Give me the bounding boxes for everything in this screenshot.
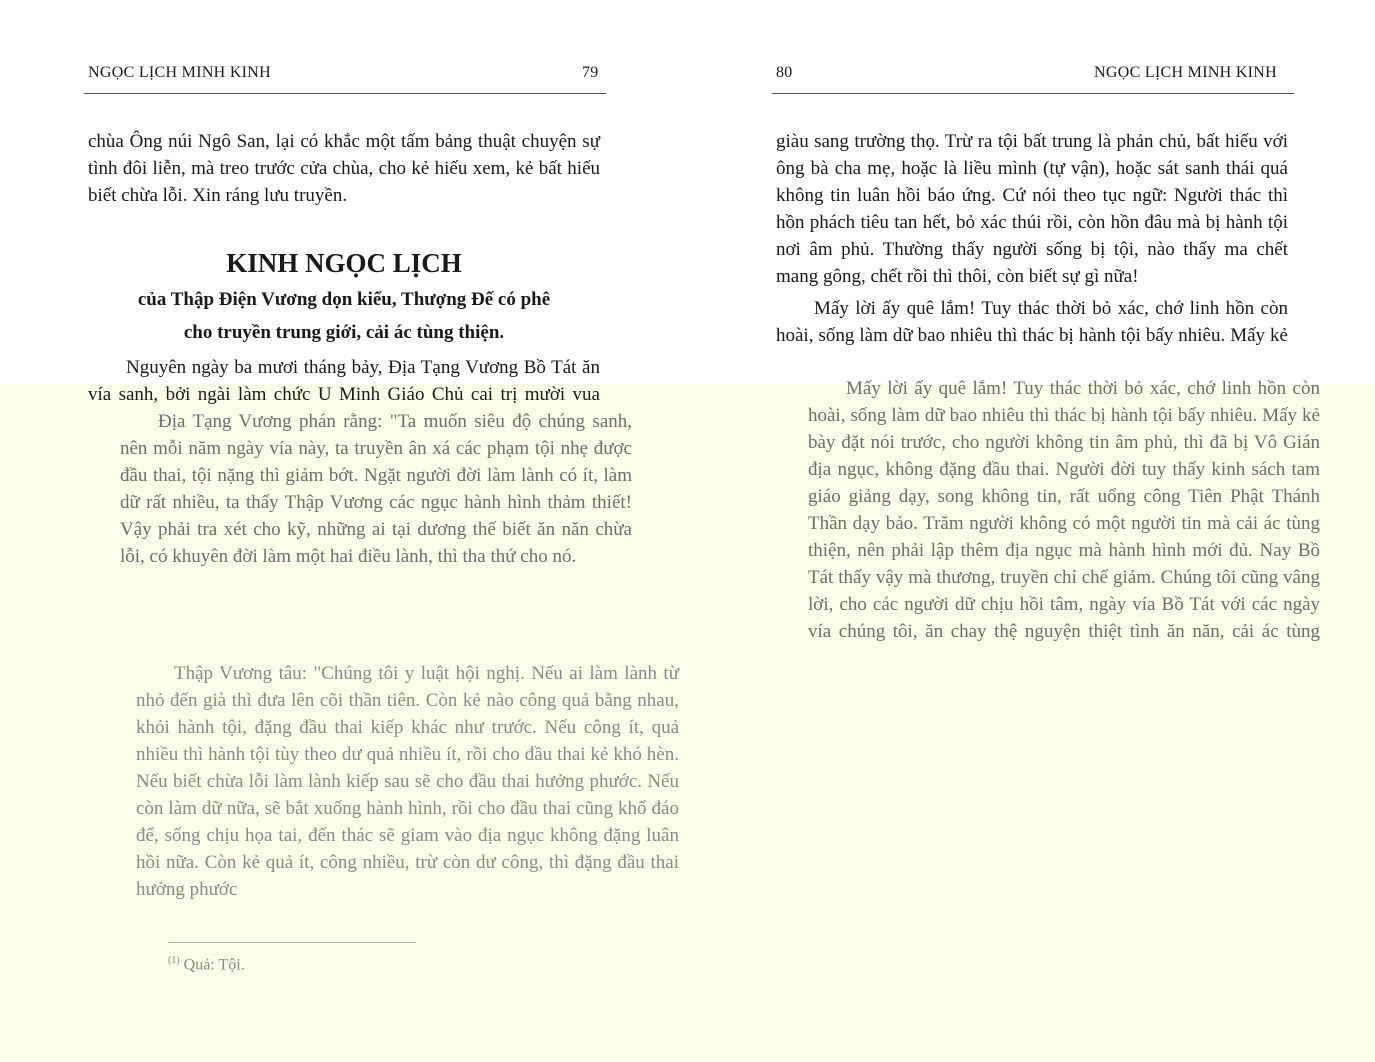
right-paragraph-2-top: Mấy lời ấy quê lắm! Tuy thác thời bỏ xác, chớ linh hồn còn hoài, sống làm dữ bao nhiêu thì thác bị hành tội bấy nhiêu. Mấy kẻ — [776, 298, 1288, 346]
right-top-block — [776, 128, 1288, 349]
left-lower-block — [136, 660, 679, 903]
footnote — [168, 955, 245, 974]
left-intro-block — [88, 128, 600, 209]
right-header-rule — [772, 93, 1294, 94]
right-paragraph-1: giàu sang trường thọ. Trừ ra tội bất trung là phản chủ, bất hiếu với ông bà cha mẹ, hoặc là liều mình (tự vận), hoặc sát sanh thái quá không tin luân hồi báo ứng. Cứ nói theo tục ngữ: Người thác thì hồn phách tiêu tan hết, bỏ xác thúi rồi, còn hồn đâu mà bị hành tội nơi âm phủ. Thường thấy người sống bị tội, nào thấy ma chết mang gông, chết rồi thì thôi, còn biết sự gì nữa! — [776, 131, 1288, 287]
left-paragraph-1: Nguyên ngày ba mươi tháng bảy, Địa Tạng Vương Bồ Tát ăn vía sanh, bởi ngài làm chức U Minh Giáo Chủ cai trị mười vua — [88, 357, 600, 405]
left-paragraph-3: Thập Vương tâu: "Chúng tôi y luật hội nghị. Nếu ai làm lành từ nhỏ đến già thì đưa lên cõi thần tiên. Còn kẻ nào công quả bằng nhau, khỏi hành tội, đặng đầu thai kiếp khác như trước. Nếu công ít, quả nhiều thì hành tội tùy theo dư quả nhiều ít, rồi cho đầu thai kẻ khó hèn. Nếu biết chừa lỗi làm lành kiếp sau sẽ cho đầu thai hưởng phước. Nếu còn làm dữ nữa, sẽ bắt xuống hành hình, rồi cho đầu thai cũng khổ đáo để, sống chịu họa tai, đến thác sẽ giam vào địa ngục không đặng luân hồi nữa. Còn kẻ quả ít, công nhiều, trừ còn dư công, thì đặng đầu thai hưởng phước — [136, 663, 679, 900]
left-page-number: 79 — [582, 64, 599, 81]
left-shifted-block — [120, 408, 632, 570]
left-para-1-top — [88, 354, 600, 408]
scripture-subtitle-2: cho truyền trung giới, cải ác tùng thiện. — [183, 322, 505, 343]
right-paragraph-2: Mấy lời ấy quê lắm! Tuy thác thời bỏ xác, chớ linh hồn còn hoài, sống làm dữ bao nhiêu thì thác bị hành tội bấy nhiêu. Mấy kẻ bày đặt nói trước, cho người không tin âm phủ, thì đã bị Vô Gián địa ngục, không đặng đầu thai. Người đời tuy thấy kinh sách tam giáo giảng dạy, song không tin, rất uổng công Tiên Phật Thánh Thần dạy bảo. Trăm người không có một người tin mà cải ác tùng thiện, nên phải lập thêm địa ngục mà hành hình mới đủ. Nay Bồ Tát thấy vậy mà thương, truyền chỉ chế giảm. Chúng tôi cũng vâng lời, cho các người dữ chịu hồi tâm, ngày vía Bồ Tát với các ngày vía chúng tôi, ăn chay thệ nguyện thiệt tình ăn năn, cải ác tùng — [808, 378, 1320, 642]
left-intro-paragraph: chùa Ông núi Ngô San, lại có khắc một tấm bảng thuật chuyện sự tình đôi liễn, mà treo trước cửa chùa, cho kẻ hiếu xem, kẻ bất hiếu biết chừa lỗi. Xin ráng lưu truyền. — [88, 131, 600, 206]
left-paragraph-2: Địa Tạng Vương phán rằng: "Ta muốn siêu độ chúng sanh, nên mỗi năm ngày vía này, ta truyền ân xá các phạm tội nhẹ được đầu thai, tội nặng thì giảm bớt. Ngặt người đời làm lành có ít, làm dữ rất nhiều, ta thấy Thập Vương các ngục hành hình thảm thiết! Vậy phải tra xét cho kỹ, những ai tại dương thế biết ăn năn chừa lỗi, có khuyên đời làm một hai điều lành, thì tha thứ cho nó. — [120, 411, 632, 567]
footnote-rule — [168, 942, 416, 943]
footnote-text: Quả: Tội. — [183, 956, 245, 974]
right-shifted-block — [808, 375, 1320, 645]
scripture-title: KINH NGỌC LỊCH — [226, 248, 462, 278]
right-page-number: 80 — [776, 64, 793, 81]
left-header-rule — [84, 93, 606, 94]
left-running-header: NGỌC LỊCH MINH KINH — [88, 64, 272, 81]
right-running-header: NGỌC LỊCH MINH KINH — [1094, 64, 1278, 81]
scripture-subtitle-1: của Thập Điện Vương dọn kiểu, Thượng Đế có phê — [137, 289, 551, 310]
footnote-mark: (1) — [168, 955, 180, 966]
